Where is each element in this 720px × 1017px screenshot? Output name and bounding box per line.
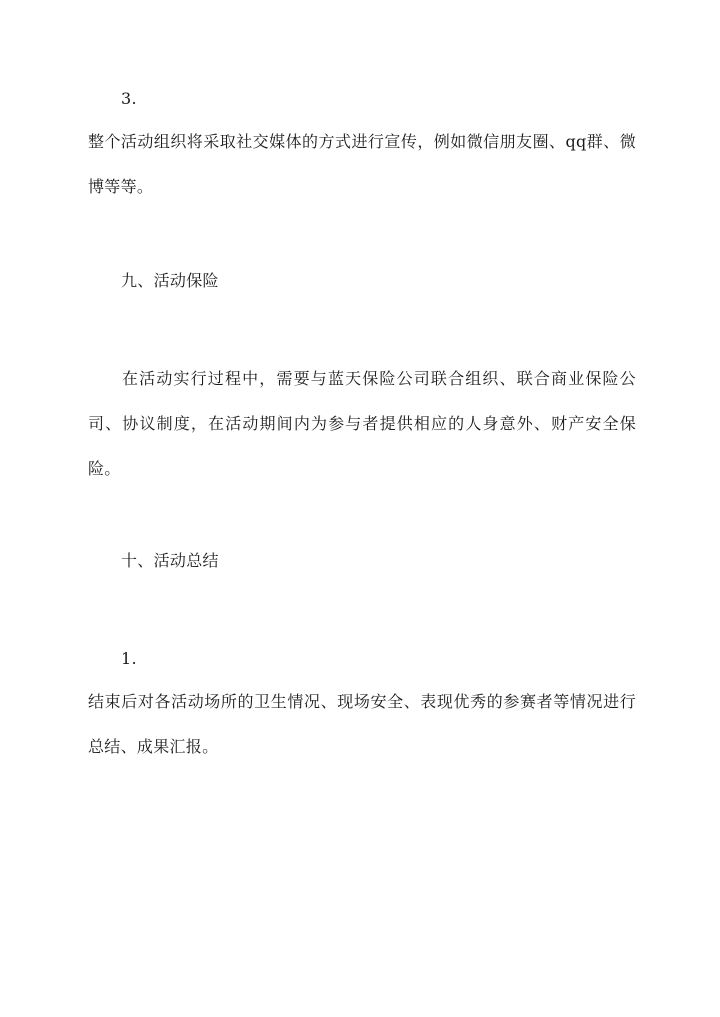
paragraph-insurance: 在活动实行过程中，需要与蓝天保险公司联合组织、联合商业保险公司、协议制度，在活动期间内为参与者提供相应的人身意外、财产安全保险。 xyxy=(88,369,636,478)
section-heading-insurance: 九、活动保险 xyxy=(121,271,219,290)
item-number-3: 3. xyxy=(121,89,137,108)
section-heading-summary: 十、活动总结 xyxy=(121,551,219,570)
paragraph-summary: 结束后对各活动场所的卫生情况、现场安全、表现优秀的参赛者等情况进行总结、成果汇报。 xyxy=(88,692,636,756)
item-number-1: 1. xyxy=(121,649,137,668)
paragraph-promotion: 整个活动组织将采取社交媒体的方式进行宣传，例如微信朋友圈、qq群、微博等等。 xyxy=(88,132,636,196)
